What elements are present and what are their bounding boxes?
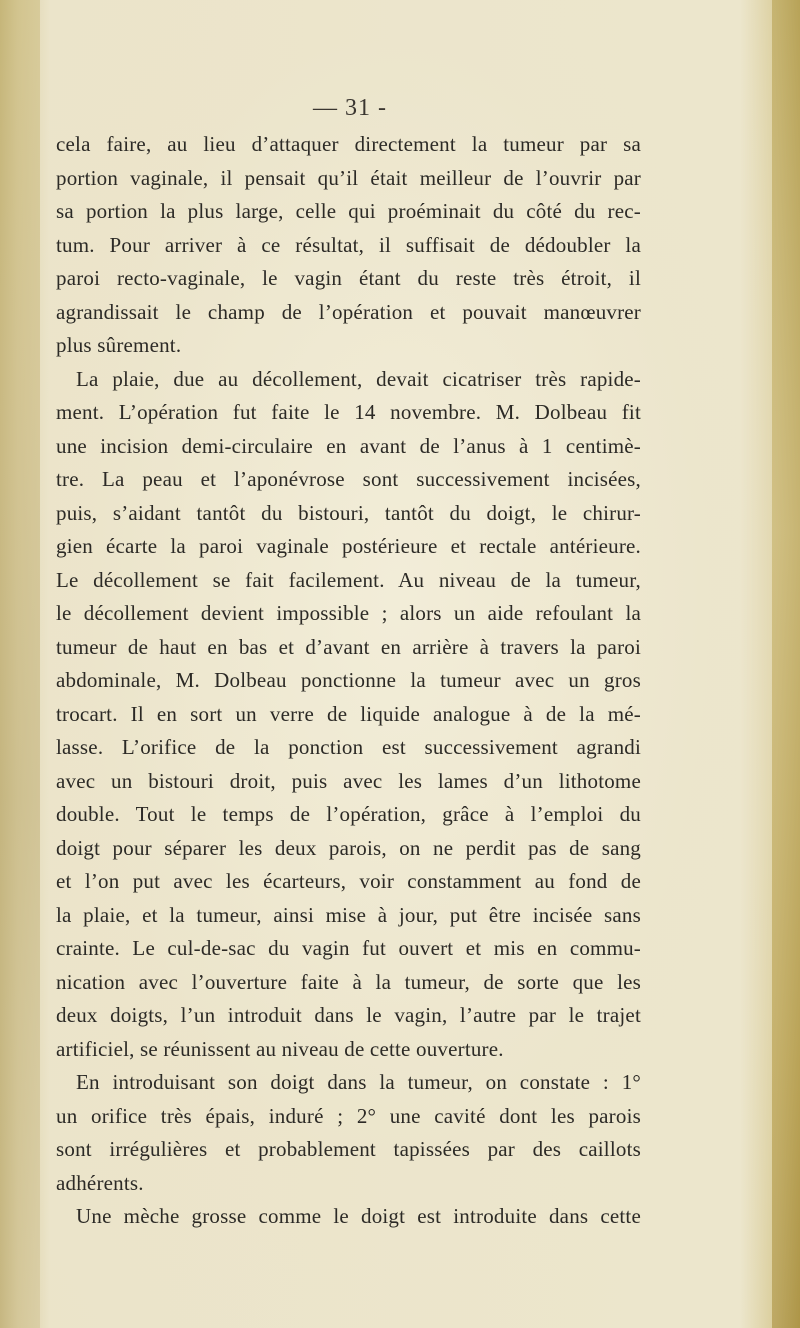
page-edge-stain-left [0,0,40,1328]
text-line: doigt pour séparer les deux parois, on ne perdit pas de sang [56,835,641,860]
text-line: deux doigts, l’un introduit dans le vagin, l’autre par le trajet [56,1003,641,1027]
text-line: portion vaginale, il pensait qu’il était meilleur de l’ouvrir par [56,165,641,190]
text-line: Le décollement se fait facilement. Au niveau de la tumeur, [56,567,641,592]
text-line: artificiel, se réunissent au niveau de cette ouverture. [56,1036,504,1061]
text-line: ment. L’opération fut faite le 14 novembre. M. Dolbeau fit [56,400,641,424]
text-line: un orifice très épais, induré ; 2° une cavité dont les parois [56,1103,641,1128]
text-line: crainte. Le cul-de-sac du vagin fut ouvert et mis en commu- [56,936,641,960]
text-line: Une mèche grosse comme le doigt est introduite dans cette [76,1204,641,1228]
text-line: tum. Pour arriver à ce résultat, il suffisait de dédoubler la [56,232,641,257]
text-line: plus sûrement. [56,333,182,357]
text-line: gien écarte la paroi vaginale postérieure et rectale antérieure. [56,534,641,558]
text-line: lasse. L’orifice de la ponction est successivement agrandi [56,735,641,759]
text-line: puis, s’aidant tantôt du bistouri, tantôt du doigt, le chirur- [56,500,641,525]
text-line: nication avec l’ouverture faite à la tumeur, de sorte que les [56,969,641,994]
text-line: agrandissait le champ de l’opération et pouvait manœuvrer [56,299,641,324]
text-line: une incision demi-circulaire en avant de l’anus à 1 centimè- [56,433,641,458]
text-line: sa portion la plus large, celle qui proéminait du côté du rec- [56,199,641,223]
text-line: le décollement devient impossible ; alors un aide refoulant la [56,601,641,625]
page-edge-stain-right [772,0,800,1328]
text-line: avec un bistouri droit, puis avec les lames d’un lithotome [56,768,641,793]
text-line: trocart. Il en sort un verre de liquide analogue à de la mé- [56,701,641,726]
text-line: et l’on put avec les écarteurs, voir constamment au fond de [56,869,641,893]
text-line: tumeur de haut en bas et d’avant en arrière à travers la paroi [56,634,641,659]
body-text [56,128,641,1234]
text-line: double. Tout le temps de l’opération, grâce à l’emploi du [56,802,641,826]
text-line: adhérents. [56,1170,144,1195]
text-line: La plaie, due au décollement, devait cicatriser très rapide- [76,366,641,391]
text-line: sont irrégulières et probablement tapissées par des caillots [56,1137,641,1161]
text-line: paroi recto-vaginale, le vagin étant du reste très étroit, il [56,266,641,290]
text-line: cela faire, au lieu d’attaquer directement la tumeur par sa [56,132,641,156]
text-line: la plaie, et la tumeur, ainsi mise à jour, put être incisée sans [56,902,641,927]
text-line: tre. La peau et l’aponévrose sont successivement incisées, [56,467,641,491]
text-line: abdominale, M. Dolbeau ponctionne la tumeur avec un gros [56,668,641,692]
page-number: — 31 - [313,95,387,121]
text-line: En introduisant son doigt dans la tumeur, on constate : 1° [76,1070,641,1094]
